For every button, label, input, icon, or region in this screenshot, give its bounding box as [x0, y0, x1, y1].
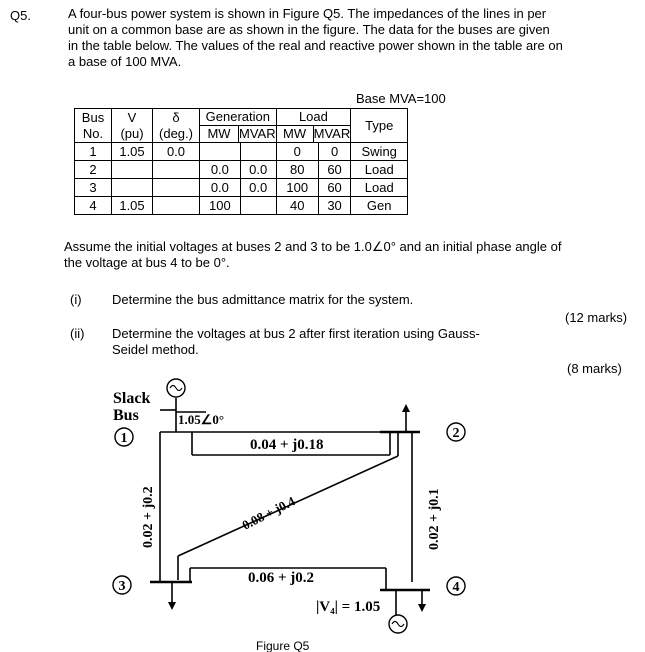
- bus2-number: 2: [452, 426, 460, 441]
- table-cell: 80: [276, 161, 318, 179]
- part-ii-number: (ii): [70, 326, 85, 341]
- line-24-impedance: 0.02 + j0.1: [427, 488, 442, 550]
- table-cell: 30: [318, 197, 350, 215]
- table-cell: 40: [276, 197, 318, 215]
- table-cell: 0: [276, 143, 318, 161]
- table-cell: 0.0: [153, 143, 200, 161]
- table-cell: Gen: [351, 197, 408, 215]
- table-cell: 4: [75, 197, 112, 215]
- line-23-impedance: 0.08 + j0.4: [239, 493, 298, 533]
- bus4-number: 4: [452, 580, 460, 595]
- table-cell: 0.0: [240, 179, 276, 197]
- assumption-text: Assume the initial voltages at buses 2 and 3 to be 1.0∠0° and an initial phase angle of the voltage at bus 4 to be 0°.: [64, 239, 562, 270]
- bus2-arrow-up: [402, 404, 410, 412]
- bus4-arrow-down: [418, 604, 426, 612]
- table-cell: 0: [318, 143, 350, 161]
- header-type: Type: [351, 109, 408, 143]
- line-34-impedance: 0.06 + j0.2: [248, 570, 315, 586]
- base-mva-label: Base MVA=100: [356, 91, 446, 106]
- part-i-marks: (12 marks): [565, 310, 628, 325]
- header-generation: Generation MW MVAR: [200, 109, 277, 143]
- line-13-impedance: 0.02 + j0.2: [141, 486, 156, 548]
- bus3-number: 3: [118, 579, 126, 594]
- table-cell: 60: [318, 161, 350, 179]
- table-cell: Load: [351, 161, 408, 179]
- part-i-number: (i): [70, 292, 82, 307]
- table-cell: 100: [200, 197, 241, 215]
- header-delta: δ (deg.): [153, 109, 200, 143]
- table-cell: 1.05: [112, 143, 153, 161]
- question-intro: A four-bus power system is shown in Figure Q5. The impedances of the lines in per unit on a common base are as shown in the figure. The data for the buses are given in the table below. The values of the real and reactive power shown in the table are on a base of 100 MVA.: [68, 6, 563, 69]
- bus1-number: 1: [120, 431, 128, 446]
- table-cell: Swing: [351, 143, 408, 161]
- slack-label: Slack: [113, 390, 151, 407]
- table-cell: 1.05: [112, 197, 153, 215]
- bus3-arrow-down: [168, 602, 176, 610]
- line-12-impedance: 0.04 + j0.18: [250, 437, 324, 453]
- part-i-text: Determine the bus admittance matrix for the system.: [112, 292, 414, 307]
- table-cell: 0.0: [200, 179, 241, 197]
- bus-label: Bus: [113, 407, 139, 424]
- table-cell: 0.0: [240, 161, 276, 179]
- table-cell: 1: [75, 143, 112, 161]
- table-cell: 0.0: [200, 161, 241, 179]
- part-ii-text: Determine the voltages at bus 2 after first iteration using Gauss-Seidel method.: [112, 326, 480, 357]
- table-cell: 60: [318, 179, 350, 197]
- v4-magnitude: |V₄| = 1.05: [316, 599, 381, 615]
- part-ii-marks: (8 marks): [567, 361, 622, 376]
- question-number: Q5.: [10, 8, 31, 23]
- table-cell: 2: [75, 161, 112, 179]
- bus1-voltage: 1.05∠0°: [178, 412, 225, 427]
- table-cell: 100: [276, 179, 318, 197]
- figure-caption: Figure Q5: [256, 639, 310, 652]
- table-cell: Load: [351, 179, 408, 197]
- header-bus: Bus No.: [75, 109, 112, 143]
- table-cell: 3: [75, 179, 112, 197]
- header-v: V (pu): [112, 109, 153, 143]
- header-load: Load MW MVAR: [276, 109, 351, 143]
